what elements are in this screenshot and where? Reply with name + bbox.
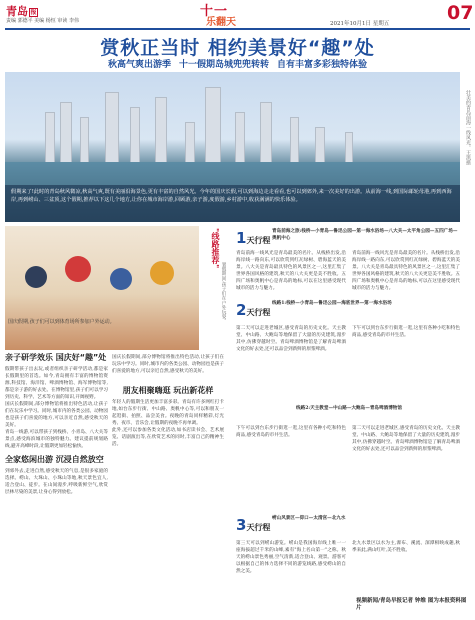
skyline-building: [80, 117, 89, 167]
day1-body-left: 青岛前海一线风光是青岛最美的名片。从栈桥出发,沿海岸线一路向东,可以欣赏到红瓦绿树、碧海蓝天的美景。八大关是青岛最具特色的风景区之一,这里汇集了世界各国风格的建筑,秋天的八大关更是美不胜收。五四广场和奥帆中心是青岛的地标,可以在这里感受现代城市的活力与魅力。: [236, 251, 346, 291]
sub-headline-part2: 十一假期岛城兜兜转转: [178, 60, 269, 70]
sub-headline-part1: 秋高气爽出游季: [107, 60, 171, 70]
paragraph: 国庆长假期间,部分博物馆将推出特色活动,让孩子们在玩乐中学习。同时,城市内的各类公园、动物园也是孩子们喜爱的地方,可以亲近自然,感受秋天的美好。: [112, 355, 224, 374]
paragraph: 此外,还可以参加各类文化活动,如书店读书会、艺术展览、话剧演出等,在欣赏艺术的同时,丰富自己的精神生活。: [112, 428, 224, 447]
day2-number: 2: [236, 301, 247, 319]
skater-figure: [110, 268, 132, 290]
skyline-building: [315, 127, 325, 167]
section-title-family: 亲子研学效乐 国庆好“趣”处: [5, 353, 107, 362]
paragraph: 假期带孩子出去玩,或者组织亲子研学活动,都是家长假期里的首选。如今,青岛拥有丰富的博物馆资源,科技馆、海洋馆、啤酒博物馆、海军博物馆等,都是亲子游的好去处。在博物馆里,孩子们可以学习到历史、科学、艺术等方面的知识,开阔视野。: [5, 367, 108, 400]
skyline-building: [105, 92, 119, 167]
day3-body-left: 第三天可以到崂山游览。崂山是我国海岸线上唯一一座海拔超过千米的山峰,素有"海上名山第一"之称。秋天的崂山景色秀丽,空气清新,适合登山、观景。游客可以根据自己的体力选择不同的游览线路,感受崂山的自然之美。: [236, 541, 346, 574]
day2-heading: [236, 300, 270, 319]
day3-label: 天行程: [246, 523, 271, 532]
day1-number: 1: [236, 229, 247, 247]
skyline-building: [185, 122, 195, 167]
photo-vertical-caption: 壮美的青岛前海一线风光。王凯摄: [465, 90, 471, 165]
paragraph: 到郊外去,走进自然,感受秋天的气息,是很多家庭的选择。崂山、大珠山、小珠山等地,秋天景色宜人,适合登山、徒步。在山间漫步,呼吸新鲜空气,欣赏层林尽染的美景,让身心得到放松。: [5, 469, 108, 495]
skater-figure: [65, 256, 91, 282]
editor-credits: 责编 郭德平 美编 杨恒 审读 李伟: [6, 18, 79, 24]
page-number: 07: [447, 2, 474, 24]
skyline-building: [45, 112, 55, 167]
article-column-2: [112, 352, 224, 448]
day2-body-right: 下午可以到台东步行街逛一逛,这里有各种小吃和特色商品,感受青岛的市井生活。: [352, 326, 460, 338]
skater-figure: [25, 266, 47, 288]
day3-number: 3: [236, 516, 247, 534]
day2-body-left: 第二天可以走进老城区,感受青岛的历史文化。天主教堂、中山路、大鲍岛等地保留了大量的历史建筑,漫步其中,仿佛穿越时空。青岛啤酒博物馆是了解青岛啤酒文化的好去处,还可以品尝到新鲜的原浆啤酒。: [236, 326, 346, 352]
sub-headline-part3: 自有丰富多彩独特体验: [277, 60, 368, 70]
festival-bottom: 乐翻天: [206, 17, 236, 28]
hero-photo: [5, 72, 460, 222]
paragraph: 年轻人的假期生活更加丰富多彩。青岛有许多网红打卡地,如台东步行街、中山路、奥帆中心等,可以和朋友一起逛街、拍照、品尝美食。夜晚的青岛同样精彩,灯光秀、夜市、音乐会,让假期的夜晚不再单调。: [112, 400, 224, 426]
skyline-building: [260, 102, 272, 167]
logo-text: 青岛: [6, 5, 28, 18]
festival-banner: [200, 0, 270, 28]
skater-caption: 国庆假期,孩子们可以到体育场所参加户外运动。: [8, 319, 115, 325]
skyline-building: [205, 87, 221, 167]
paragraph: 青岛一线游,可以带孩子到栈桥、小青岛、八大关等景点,感受海滨城市的独特魅力。建议提前规划路线,避开高峰时段,让假期更加轻松愉快。: [5, 430, 108, 449]
logo-stamp: 报: [30, 8, 37, 16]
day3-body-right: 北九水景区以水为主,瀑布、溪流、深潭相映成趣,秋季来此,满山红叶,美不胜收。: [352, 541, 460, 553]
day1-route: 青岛前海之旅:栈桥—小青岛—鲁迅公园—第一海水浴场—八大关—太平角公园—五四广场—奥帆中心: [272, 229, 458, 241]
day3-heading: [236, 515, 270, 534]
sub-headline: [0, 57, 475, 70]
main-headline: 赏秋正当时 相约美景好“趣”处: [100, 37, 375, 59]
paragraph: 国庆长假期间,部分博物馆将推出特色活动,让孩子们在玩乐中学习。同时,城市内的各类公园、动物园也是孩子们喜爱的地方,可以亲近自然,感受秋天的美好。: [5, 402, 108, 428]
skater-photo: [5, 226, 199, 350]
day3-route: 崂山风景区—仰口—太清宫—北九水: [272, 516, 346, 521]
skyline-building: [130, 107, 140, 167]
header-divider: [5, 28, 470, 30]
skater-vertical-caption: 暑假期间,孩子们在户外玩耍。: [221, 262, 226, 324]
photo-caption: 假期来了!此时的青岛秋风微凉,秋高气爽,既有美丽沿海景色,更有丰富的自然风光。今年的国庆长假,可以到海边走走看看,也可以到郊外,来一次美好的出游。从前海一线,到国际邮轮母港,再到西海岸,再到崂山、三盆顶,这个假期,推荐以下这几个地方,让你在城市海岸游,回顾游,亲子游,度假游,乡村游中,收获满满的快乐体验。: [5, 185, 460, 222]
footer-credit: 视频新闻/青岛早报记者 钟维 图为本报资料图片: [356, 598, 467, 611]
skyline-building: [235, 112, 245, 167]
route-recommend-label: "线路推荐": [211, 228, 220, 269]
day2-label: 天行程: [246, 308, 271, 317]
day1-heading: [236, 228, 270, 247]
skater-figure: [150, 261, 174, 285]
section-title-nature: 全家悠闲出游 沉浸自然放空: [5, 455, 104, 464]
skyline-building: [155, 97, 167, 167]
issue-date: 2021年10月1日 星期五: [330, 21, 390, 27]
day1-label: 天行程: [246, 236, 271, 245]
section-title-friends: 朋友相聚嗨逛 玩出新花样: [122, 386, 214, 395]
day1-body-right: 青岛前海一线风光是青岛最美的名片。从栈桥出发,沿海岸线一路向东,可以欣赏到红瓦绿树、碧海蓝天的美景。八大关是青岛最具特色的风景区之一,这里汇集了世界各国风格的建筑,秋天的八大关更是美不胜收。五四广场和奥帆中心是青岛的地标,可以在这里感受现代城市的活力与魅力。: [352, 251, 460, 291]
skyline-building: [60, 102, 72, 167]
skyline-building: [290, 117, 299, 167]
day2-route: 线路1:栈桥—小青岛—鲁迅公园—海底世界—第一海水浴场: [272, 301, 392, 306]
festival-top: 十一: [200, 4, 229, 19]
article-column-1: [5, 352, 108, 496]
day2-body-left-2: 下午可以到台东步行街逛一逛,这里有各种小吃和特色商品,感受青岛的市井生活。: [236, 426, 346, 438]
day2-body-right-2: 第二天可以走进老城区,感受青岛的历史文化。天主教堂、中山路、大鲍岛等地保留了大量的历史建筑,漫步其中,仿佛穿越时空。青岛啤酒博物馆是了解青岛啤酒文化的好去处,还可以品尝到新鲜的原浆啤酒。: [352, 426, 460, 452]
day2-route2: 线路2:天主教堂—中山路—大鲍岛—青岛啤酒博物馆: [296, 406, 402, 411]
page-header: [0, 0, 475, 30]
